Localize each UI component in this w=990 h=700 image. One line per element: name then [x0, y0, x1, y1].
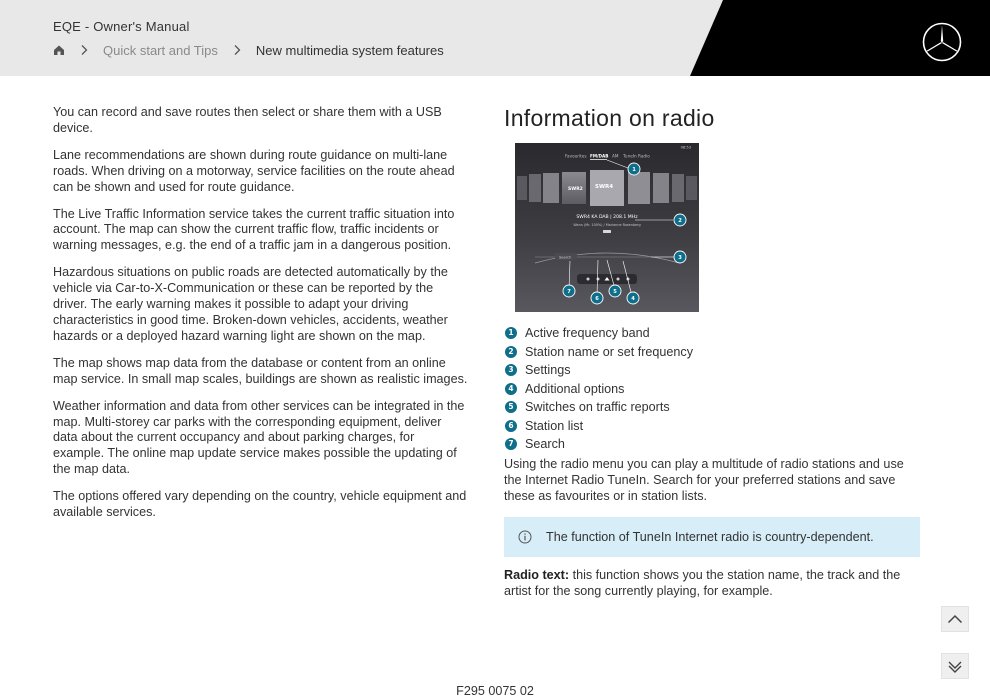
right-column — [504, 105, 920, 598]
legend-label: Search — [525, 437, 565, 452]
callout-1 — [628, 163, 640, 175]
page-header — [0, 0, 990, 76]
legend-label: Station name or set frequency — [525, 344, 694, 359]
legend-number: 3 — [505, 364, 517, 376]
screen-tab: AM — [612, 153, 619, 159]
section-title: Information on radio — [504, 105, 715, 131]
legend-label: Station list — [525, 418, 584, 433]
paragraph: The map shows map data from the database or content from an online map service. In small map scales, buildings are shown as realistic images. — [53, 355, 468, 386]
scroll-to-top-button[interactable] — [941, 606, 969, 632]
legend-item — [504, 361, 920, 380]
screen-search: Search — [559, 255, 572, 260]
figure-code: F295 0075 02 — [456, 684, 534, 698]
chevron-right-icon — [232, 44, 242, 56]
legend-label: Switches on traffic reports — [525, 400, 670, 415]
legend-item — [504, 324, 920, 343]
legend-item — [504, 435, 920, 454]
svg-text:5: 5 — [613, 289, 617, 295]
svg-text:4: 4 — [631, 296, 635, 302]
callout-6 — [591, 292, 603, 304]
breadcrumb — [53, 41, 444, 59]
chevron-right-icon — [79, 44, 89, 56]
callout-3 — [674, 251, 686, 263]
radio-description: Using the radio menu you can play a multitude of radio stations and use the Internet Radio TuneIn. Search for your preferred stations and save these as favourites or in station lists. — [504, 457, 904, 503]
figure-legend — [504, 324, 920, 454]
screen-time: 08:53 — [680, 145, 691, 150]
svg-text:3: 3 — [678, 255, 682, 261]
screen-tab: TuneIn Radio — [623, 153, 650, 159]
svg-text:1: 1 — [632, 167, 636, 173]
home-icon[interactable] — [53, 44, 65, 56]
radio-text-body: this function shows you the station name, the track and the artist for the song currently playing, for example. — [504, 568, 901, 598]
paragraph: You can record and save routes then select or share them with a USB device. — [53, 105, 442, 135]
callout-7 — [563, 285, 575, 297]
info-notice — [504, 517, 920, 557]
callout-2 — [674, 214, 686, 226]
manual-title: EQE - Owner's Manual — [53, 19, 190, 34]
legend-label: Active frequency band — [525, 326, 650, 341]
screen-tab-active: FM/DAB — [590, 153, 609, 159]
radio-text-label: Radio text: — [504, 568, 570, 582]
tile-label-active: SWR4 — [595, 184, 614, 190]
info-icon — [518, 530, 532, 544]
tile-label: SWR2 — [568, 187, 583, 192]
paragraph: The options offered vary depending on the country, vehicle equipment and available services. — [53, 489, 467, 520]
legend-label: Settings — [525, 363, 571, 378]
radio-text-paragraph — [504, 568, 920, 600]
breadcrumb-link-quick-start[interactable]: Quick start and Tips — [103, 42, 218, 58]
legend-number: 6 — [505, 420, 517, 432]
paragraph: Lane recommendations are shown during route guidance on multi-lane roads. When driving on a motorway, service facilities on the route ahead can be shown and used for route guidance. — [53, 147, 455, 194]
station-name: SWR4 KA DAB | 208.1 MHz — [576, 215, 638, 220]
fold-icon — [947, 659, 963, 673]
callout-4 — [627, 292, 639, 304]
paragraph: Weather information and data from other services can be integrated in the map. Multi-storey car parks with the corresponding equipment, deliver data about the current occupancy and about parking charges, for example. The online map update service makes possible the updating of the map data. — [53, 398, 465, 477]
paragraph: The Live Traffic Information service takes the current traffic situation into account. The map can show the current traffic flow, traffic incidents or warning messages, e.g. the end of a traffic jam in a dangerous position. — [53, 206, 455, 253]
mercedes-star-logo[interactable] — [922, 22, 962, 62]
legend-number: 5 — [505, 401, 517, 413]
radio-screen-figure — [515, 143, 699, 312]
legend-number: 4 — [505, 383, 517, 395]
legend-label: Additional options — [525, 381, 625, 396]
legend-number: 7 — [505, 438, 517, 450]
legend-number: 2 — [505, 346, 517, 358]
paragraph: Hazardous situations on public roads are detected automatically by the vehicle via Car-to-X-Communication or these can be reported by the driver. The early warning makes it possible to adapt your driving characteristics in good time. Broken-down vehicles, accidents, weather hazards or a deployed hazard warning light are shown on the map. — [53, 265, 448, 343]
station-subline: Wann (Mr. 100%) / Marianne Rosenberg — [573, 223, 641, 227]
left-column-text — [53, 105, 468, 532]
callout-5 — [609, 285, 621, 297]
svg-text:6: 6 — [595, 296, 599, 302]
breadcrumb-current: New multimedia system features — [255, 42, 444, 58]
chevron-up-icon — [947, 614, 963, 624]
screen-tab: Favourites — [565, 153, 587, 159]
legend-item — [504, 398, 920, 417]
legend-item — [504, 343, 920, 362]
collapse-button[interactable] — [941, 653, 969, 679]
svg-text:2: 2 — [678, 218, 682, 224]
legend-item — [504, 417, 920, 436]
legend-number: 1 — [505, 327, 517, 339]
legend-item — [504, 380, 920, 399]
notice-text: The function of TuneIn Internet radio is country-dependent. — [546, 530, 874, 544]
svg-text:7: 7 — [567, 289, 571, 295]
